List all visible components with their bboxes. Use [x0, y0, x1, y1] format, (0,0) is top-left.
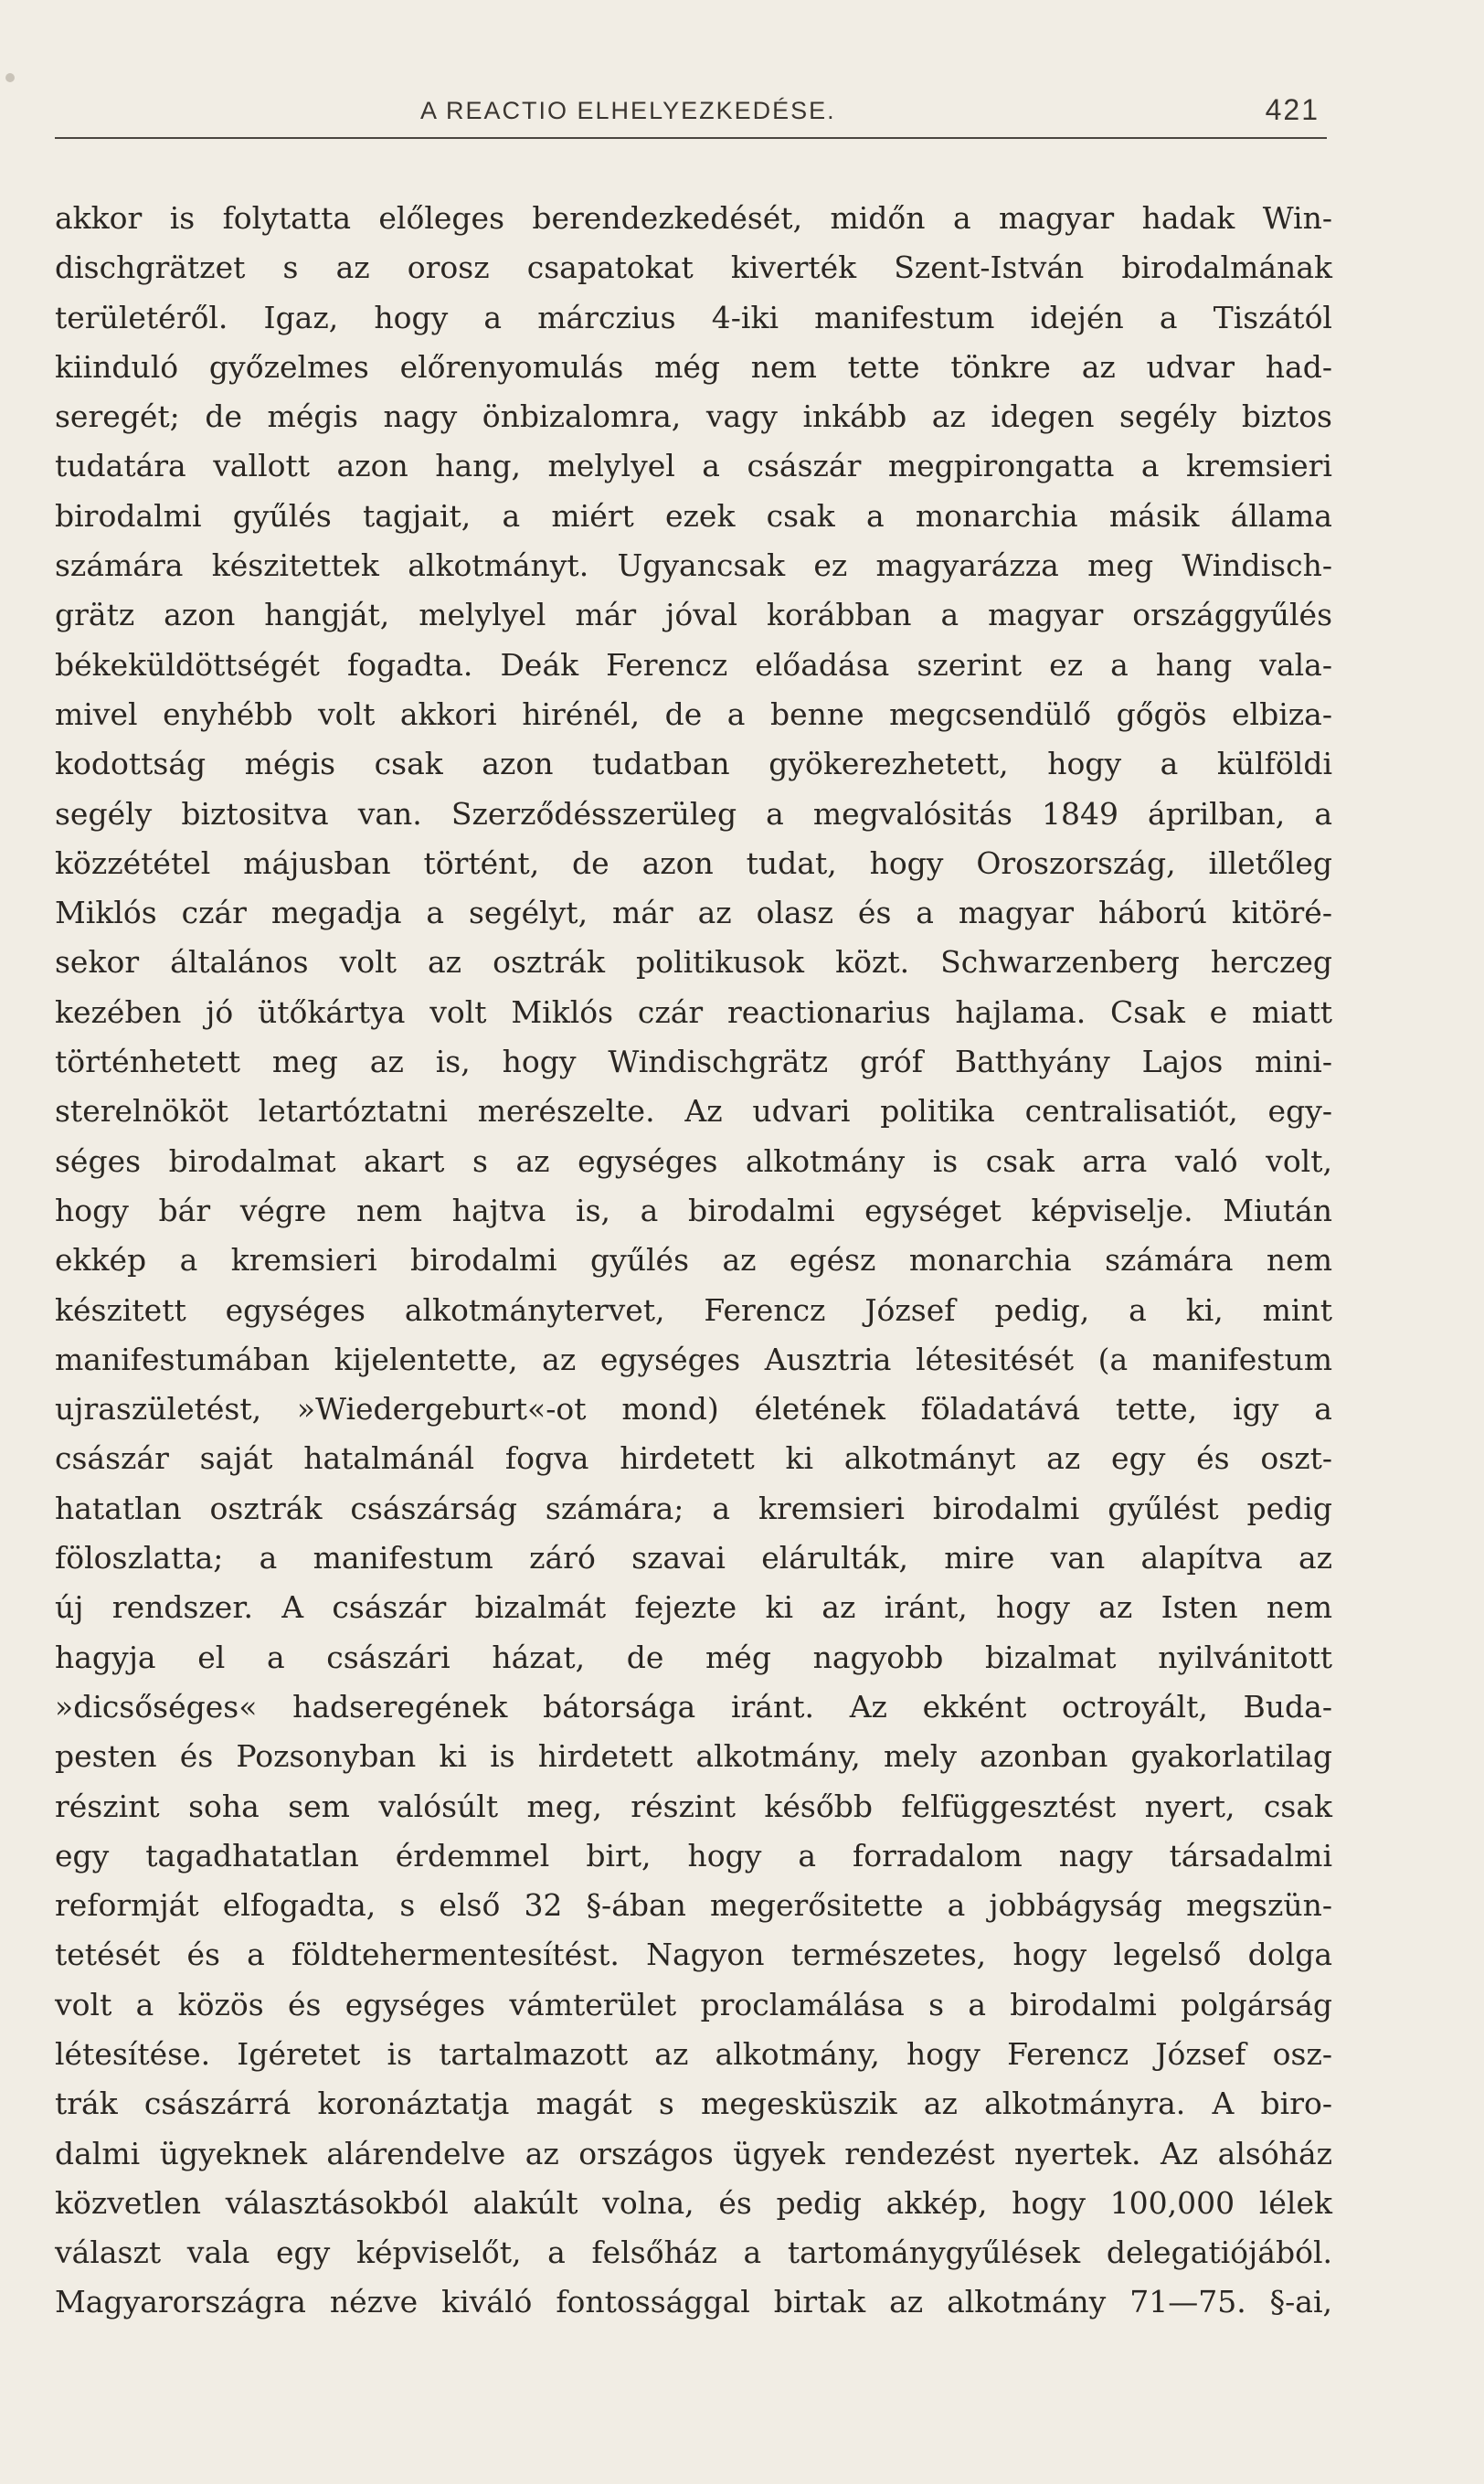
text-line: hatatlan osztrák császárság számára; a kremsieri birodalmi gyűlést pedig: [55, 1490, 1332, 1526]
text-line: séges birodalmat akart s az egységes alkotmány is csak arra való volt,: [55, 1142, 1332, 1179]
text-line: számára készitettek alkotmányt. Ugyancsak ez magyarázza meg Windisch-: [55, 547, 1332, 584]
text-line: közvetlen választásokból alakúlt volna, és pedig akkép, hogy 100,000 lélek: [55, 2184, 1332, 2221]
text-line: választ vala egy képviselőt, a felsőház a tartománygyűlések delegatiójából.: [55, 2235, 1332, 2271]
text-line: ekkép a kremsieri birodalmi gyűlés az egész monarchia számára nem: [55, 1242, 1332, 1279]
text-line: pesten és Pozsonyban ki is hirdetett alkotmány, mely azonban gyakorlatilag: [55, 1738, 1332, 1775]
text-line: kezében jó ütőkártya volt Miklós czár reactionarius hajlama. Csak e miatt: [55, 993, 1332, 1030]
text-line: kodottság mégis csak azon tudatban gyökerezhetett, hogy a külföldi: [55, 746, 1332, 782]
text-line: kiinduló győzelmes előrenyomulás még nem tette tönkre az udvar had-: [55, 348, 1332, 385]
text-line: reformját elfogadta, s első 32 §-ában megerősitette a jobbágyság megszün-: [55, 1887, 1332, 1924]
running-title: A REACTIO ELHELYEZKEDÉSE.: [420, 97, 836, 124]
text-line: sterelnököt letartóztatni merészelte. Az udvari politika centralisatiót, egy-: [55, 1093, 1332, 1130]
text-line: Magyarországra nézve kiváló fontossággal birtak az alkotmány 71—75. §-ai,: [55, 2284, 1332, 2320]
body-text: [55, 194, 1332, 2328]
text-line: grätz azon hangját, melylyel már jóval korábban a magyar országgyűlés: [55, 597, 1332, 633]
text-line: seregét; de mégis nagy önbizalomra, vagy inkább az idegen segély biztos: [55, 398, 1332, 435]
text-line: készitett egységes alkotmánytervet, Ferencz József pedig, a ki, mint: [55, 1291, 1332, 1328]
text-line: tetését és a földtehermentesítést. Nagyon természetes, hogy legelső dolga: [55, 1937, 1332, 1973]
text-line: egy tagadhatatlan érdemmel birt, hogy a forradalom nagy társadalmi: [55, 1837, 1332, 1874]
text-line: részint soha sem valósúlt meg, részint később felfüggesztést nyert, csak: [55, 1788, 1332, 1824]
page-number: 421: [1265, 93, 1320, 126]
text-line: hagyja el a császári házat, de még nagyobb bizalmat nyilvánitott: [55, 1639, 1332, 1675]
text-line: dischgrätzet s az orosz csapatokat kiverték Szent-István birodalmának: [55, 249, 1332, 286]
text-line: új rendszer. A császár bizalmát fejezte ki az iránt, hogy az Isten nem: [55, 1589, 1332, 1626]
text-line: segély biztositva van. Szerződésszerüleg a megvalósitás 1849 áprilban, a: [55, 795, 1332, 832]
text-line: dalmi ügyeknek alárendelve az országos ügyek rendezést nyertek. Az alsóház: [55, 2135, 1332, 2171]
text-line: mivel enyhébb volt akkori hirénél, de a benne megcsendülő gőgös elbiza-: [55, 695, 1332, 732]
text-line: Miklós czár megadja a segélyt, már az olasz és a magyar háború kitöré-: [55, 895, 1332, 931]
page-header: [55, 91, 1327, 139]
text-line: közzététel májusban történt, de azon tudat, hogy Oroszország, illetőleg: [55, 844, 1332, 881]
text-line: föloszlatta; a manifestum záró szavai elárulták, mire van alapítva az: [55, 1540, 1332, 1576]
text-line: területéről. Igaz, hogy a márczius 4-iki manifestum idején a Tiszától: [55, 299, 1332, 335]
paper-speck: [5, 73, 15, 82]
text-line: létesítése. Igéretet is tartalmazott az alkotmány, hogy Ferencz József osz-: [55, 2035, 1332, 2072]
text-line: békeküldöttségét fogadta. Deák Ferencz előadása szerint ez a hang vala-: [55, 646, 1332, 683]
text-line: sekor általános volt az osztrák politikusok közt. Schwarzenberg herczeg: [55, 944, 1332, 981]
text-line: volt a közös és egységes vámterület proclamálása s a birodalmi polgárság: [55, 1986, 1332, 2022]
text-line: trák császárrá koronáztatja magát s megesküszik az alkotmányra. A biro-: [55, 2086, 1332, 2122]
text-line: manifestumában kijelentette, az egységes Ausztria létesitését (a manifestum: [55, 1341, 1332, 1377]
text-line: »dicsőséges« hadseregének bátorsága iránt. Az ekként octroyált, Buda-: [55, 1688, 1332, 1725]
text-line: történhetett meg az is, hogy Windischgrätz gróf Batthyány Lajos mini-: [55, 1044, 1332, 1080]
text-line: hogy bár végre nem hajtva is, a birodalmi egységet képviselje. Miután: [55, 1192, 1332, 1228]
text-line: császár saját hatalmánál fogva hirdetett ki alkotmányt az egy és oszt-: [55, 1440, 1332, 1477]
text-line: birodalmi gyűlés tagjait, a miért ezek csak a monarchia másik államа: [55, 497, 1332, 534]
text-line: ujraszületést, »Wiedergeburt«-ot mond) életének föladatává tette, igy a: [55, 1391, 1332, 1428]
text-line: tudatára vallott azon hang, melylyel a császár megpirongatta a kremsieri: [55, 448, 1332, 484]
text-line: akkor is folytatta előleges berendezkedését, midőn a magyar hadak Win-: [55, 200, 1332, 236]
